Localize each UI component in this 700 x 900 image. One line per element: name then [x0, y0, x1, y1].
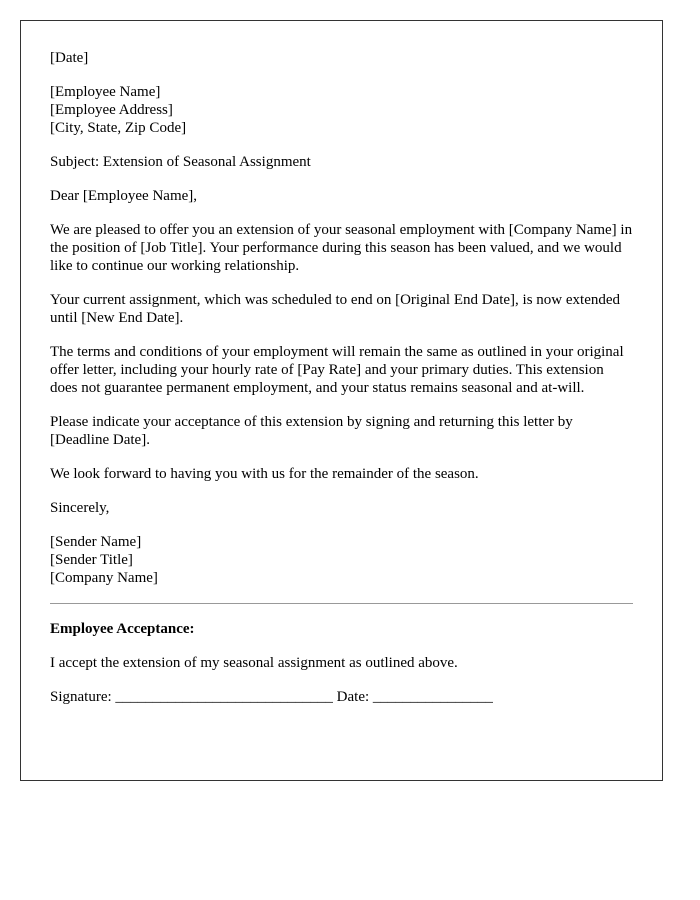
letter-date: [Date] [50, 50, 89, 66]
sender-block [50, 533, 633, 587]
closing: Sincerely, [50, 500, 110, 516]
acceptance-heading-text: Employee Acceptance: [50, 621, 195, 637]
body-paragraph: We are pleased to offer you an extension of your seasonal employment with [Company Name] in the position of [Job Title]. Your performance during this season has been valued, and we would like to continue our working relationship. [50, 222, 633, 274]
recipient-city: [City, State, Zip Code] [50, 120, 187, 136]
recipient-name: [Employee Name] [50, 84, 161, 100]
signature-label: Signature: [50, 689, 112, 705]
body-paragraph: Your current assignment, which was scheduled to end on [Original End Date], is now extended until [New End Date]. [50, 292, 621, 326]
body-paragraph: We look forward to having you with us for the remainder of the season. [50, 466, 479, 482]
acceptance-heading [50, 620, 633, 638]
salutation: Dear [Employee Name], [50, 188, 198, 204]
subject-line: Subject: Extension of Seasonal Assignment [50, 154, 311, 170]
body-paragraph: Please indicate your acceptance of this extension by signing and returning this letter by [Deadline Date]. [50, 414, 573, 448]
recipient-block [50, 83, 633, 137]
signature-row [50, 688, 633, 706]
sender-name: [Sender Name] [50, 534, 142, 550]
acceptance-statement: I accept the extension of my seasonal assignment as outlined above. [50, 655, 458, 671]
date-label: Date: [336, 689, 370, 705]
date-line[interactable]: ________________ [372, 689, 493, 705]
sender-title: [Sender Title] [50, 552, 133, 568]
body-paragraph: The terms and conditions of your employment will remain the same as outlined in your original offer letter, including your hourly rate of [Pay Rate] and your primary duties. This extension does not guarantee permanent employment, and your status remains seasonal and at-will. [50, 344, 624, 396]
signature-line[interactable]: _____________________________ [115, 689, 333, 705]
recipient-address: [Employee Address] [50, 102, 173, 118]
sender-company: [Company Name] [50, 570, 158, 586]
letter [20, 20, 663, 781]
divider [50, 603, 633, 604]
